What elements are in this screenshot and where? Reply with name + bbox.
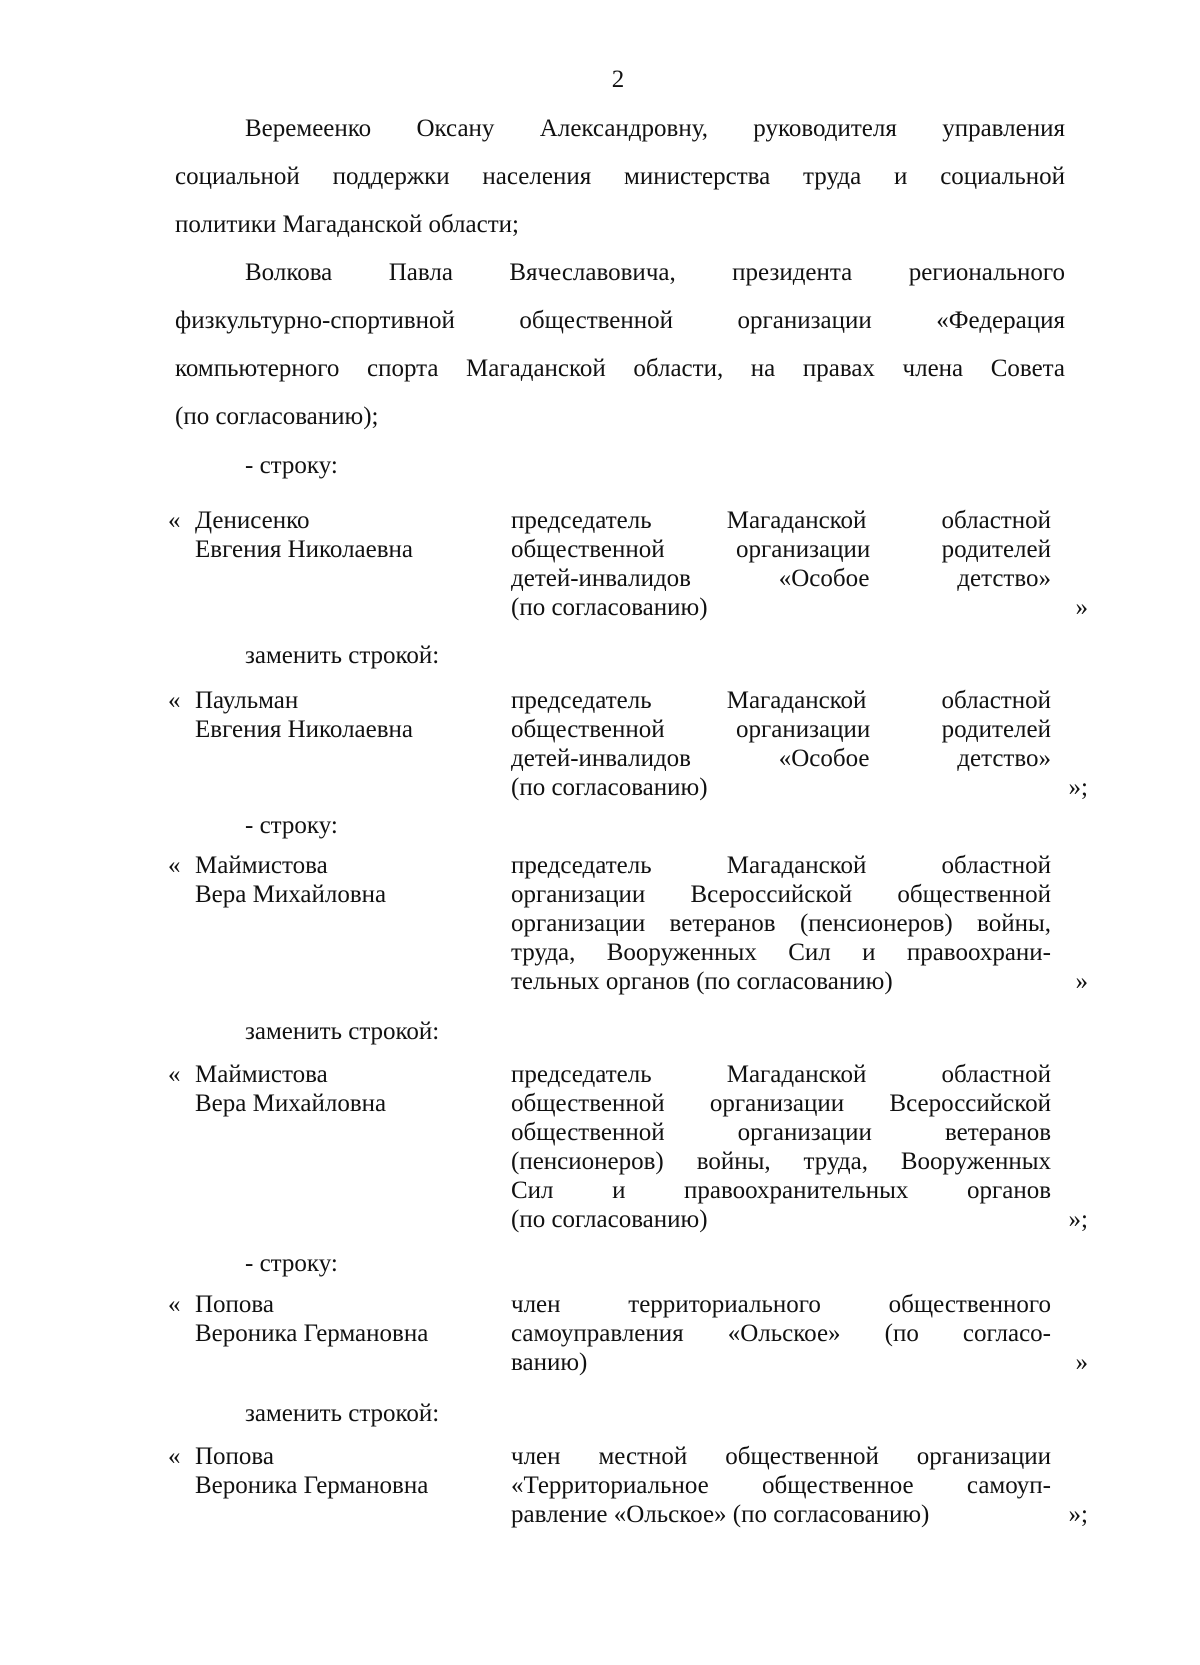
entry-maymistova-new (168, 1060, 1088, 1240)
paragraph-line: (по согласованию); (175, 403, 379, 430)
desc-line: (по согласованию) (511, 594, 708, 621)
close-quote: » (1075, 968, 1088, 995)
paragraph-volkov (175, 249, 1065, 441)
entry-name (195, 506, 495, 564)
entry-description (511, 686, 1051, 802)
entry-name (195, 1442, 495, 1500)
open-quote: « (168, 507, 181, 534)
paragraph-line: социальной поддержки населения министерства труда и социальной (175, 163, 1065, 190)
open-quote: « (168, 852, 181, 879)
open-quote: « (168, 1061, 181, 1088)
name-given: Вера Михайловна (195, 881, 387, 908)
desc-line: председатель Магаданской областной (511, 687, 1051, 714)
close-quote: »; (1068, 1206, 1088, 1233)
paragraph-line: Веремеенко Оксану Александровну, руководителя управления (245, 115, 1065, 142)
paragraph-line: политики Магаданской области; (175, 211, 519, 238)
entry-paulman (168, 686, 1088, 806)
open-quote: « (168, 687, 181, 714)
entry-denisenko (168, 506, 1088, 626)
desc-line: тельных органов (по согласованию) (511, 968, 893, 995)
desc-line: председатель Магаданской областной (511, 1061, 1051, 1088)
desc-line: «Территориальное общественное самоуп- (511, 1472, 1051, 1499)
entry-name (195, 851, 495, 909)
desc-line: (по согласованию) (511, 1206, 708, 1233)
instruction-row: - строку: (245, 1250, 338, 1277)
paragraph-line: компьютерного спорта Магаданской области, на правах члена Совета (175, 355, 1065, 382)
entry-description (511, 506, 1051, 622)
instruction-replace: заменить строкой: (245, 1018, 440, 1045)
entry-name (195, 1060, 495, 1118)
desc-line: детей-инвалидов «Особое детство» (511, 745, 1051, 772)
name-given: Вероника Германовна (195, 1320, 429, 1347)
close-quote: » (1075, 594, 1088, 621)
desc-line: общественной организации ветеранов (511, 1119, 1051, 1146)
instruction-row: - строку: (245, 452, 338, 479)
instruction-replace: заменить строкой: (245, 1400, 440, 1427)
desc-line: общественной организации Всероссийской (511, 1090, 1051, 1117)
paragraph-line: Волкова Павла Вячеславовича, президента регионального (245, 259, 1065, 286)
close-quote: »; (1068, 1501, 1088, 1528)
entry-name (195, 1290, 495, 1348)
name-surname: Маймистова (195, 1061, 328, 1088)
desc-line: ванию) (511, 1349, 588, 1376)
desc-line: детей-инвалидов «Особое детство» (511, 565, 1051, 592)
desc-line: член местной общественной организации (511, 1443, 1051, 1470)
desc-line: организации ветеранов (пенсионеров) войны, (511, 910, 1051, 937)
open-quote: « (168, 1443, 181, 1470)
entry-popova-old (168, 1290, 1088, 1385)
name-surname: Попова (195, 1443, 275, 1470)
close-quote: » (1075, 1349, 1088, 1376)
entry-description (511, 1290, 1051, 1377)
close-quote: »; (1068, 774, 1088, 801)
desc-line: труда, Вооруженных Сил и правоохрани- (511, 939, 1051, 966)
name-surname: Маймистова (195, 852, 328, 879)
desc-line: общественной организации родителей (511, 536, 1051, 563)
desc-line: равление «Ольское» (по согласованию) (511, 1501, 930, 1528)
entry-description (511, 851, 1051, 996)
name-surname: Паульман (195, 687, 299, 714)
desc-line: самоуправления «Ольское» (по согласо- (511, 1320, 1051, 1347)
name-given: Евгения Николаевна (195, 716, 414, 743)
desc-line: общественной организации родителей (511, 716, 1051, 743)
entry-popova-new (168, 1442, 1088, 1537)
desc-line: (по согласованию) (511, 774, 708, 801)
name-surname: Денисенко (195, 507, 310, 534)
entry-description (511, 1060, 1051, 1234)
entry-name (195, 686, 495, 744)
paragraph-veremeenko (175, 105, 1065, 249)
instruction-replace: заменить строкой: (245, 642, 440, 669)
paragraph-line: физкультурно-спортивной общественной организации «Федерация (175, 307, 1065, 334)
desc-line: Сил и правоохранительных органов (511, 1177, 1051, 1204)
desc-line: (пенсионеров) войны, труда, Вооруженных (511, 1148, 1051, 1175)
name-surname: Попова (195, 1291, 275, 1318)
desc-line: член территориального общественного (511, 1291, 1051, 1318)
desc-line: председатель Магаданской областной (511, 852, 1051, 879)
instruction-row: - строку: (245, 812, 338, 839)
entry-description (511, 1442, 1051, 1529)
open-quote: « (168, 1291, 181, 1318)
desc-line: председатель Магаданской областной (511, 507, 1051, 534)
entry-maymistova-old (168, 851, 1088, 1001)
name-given: Евгения Николаевна (195, 536, 414, 563)
page-number: 2 (611, 66, 625, 93)
name-given: Вероника Германовна (195, 1472, 429, 1499)
desc-line: организации Всероссийской общественной (511, 881, 1051, 908)
name-given: Вера Михайловна (195, 1090, 387, 1117)
